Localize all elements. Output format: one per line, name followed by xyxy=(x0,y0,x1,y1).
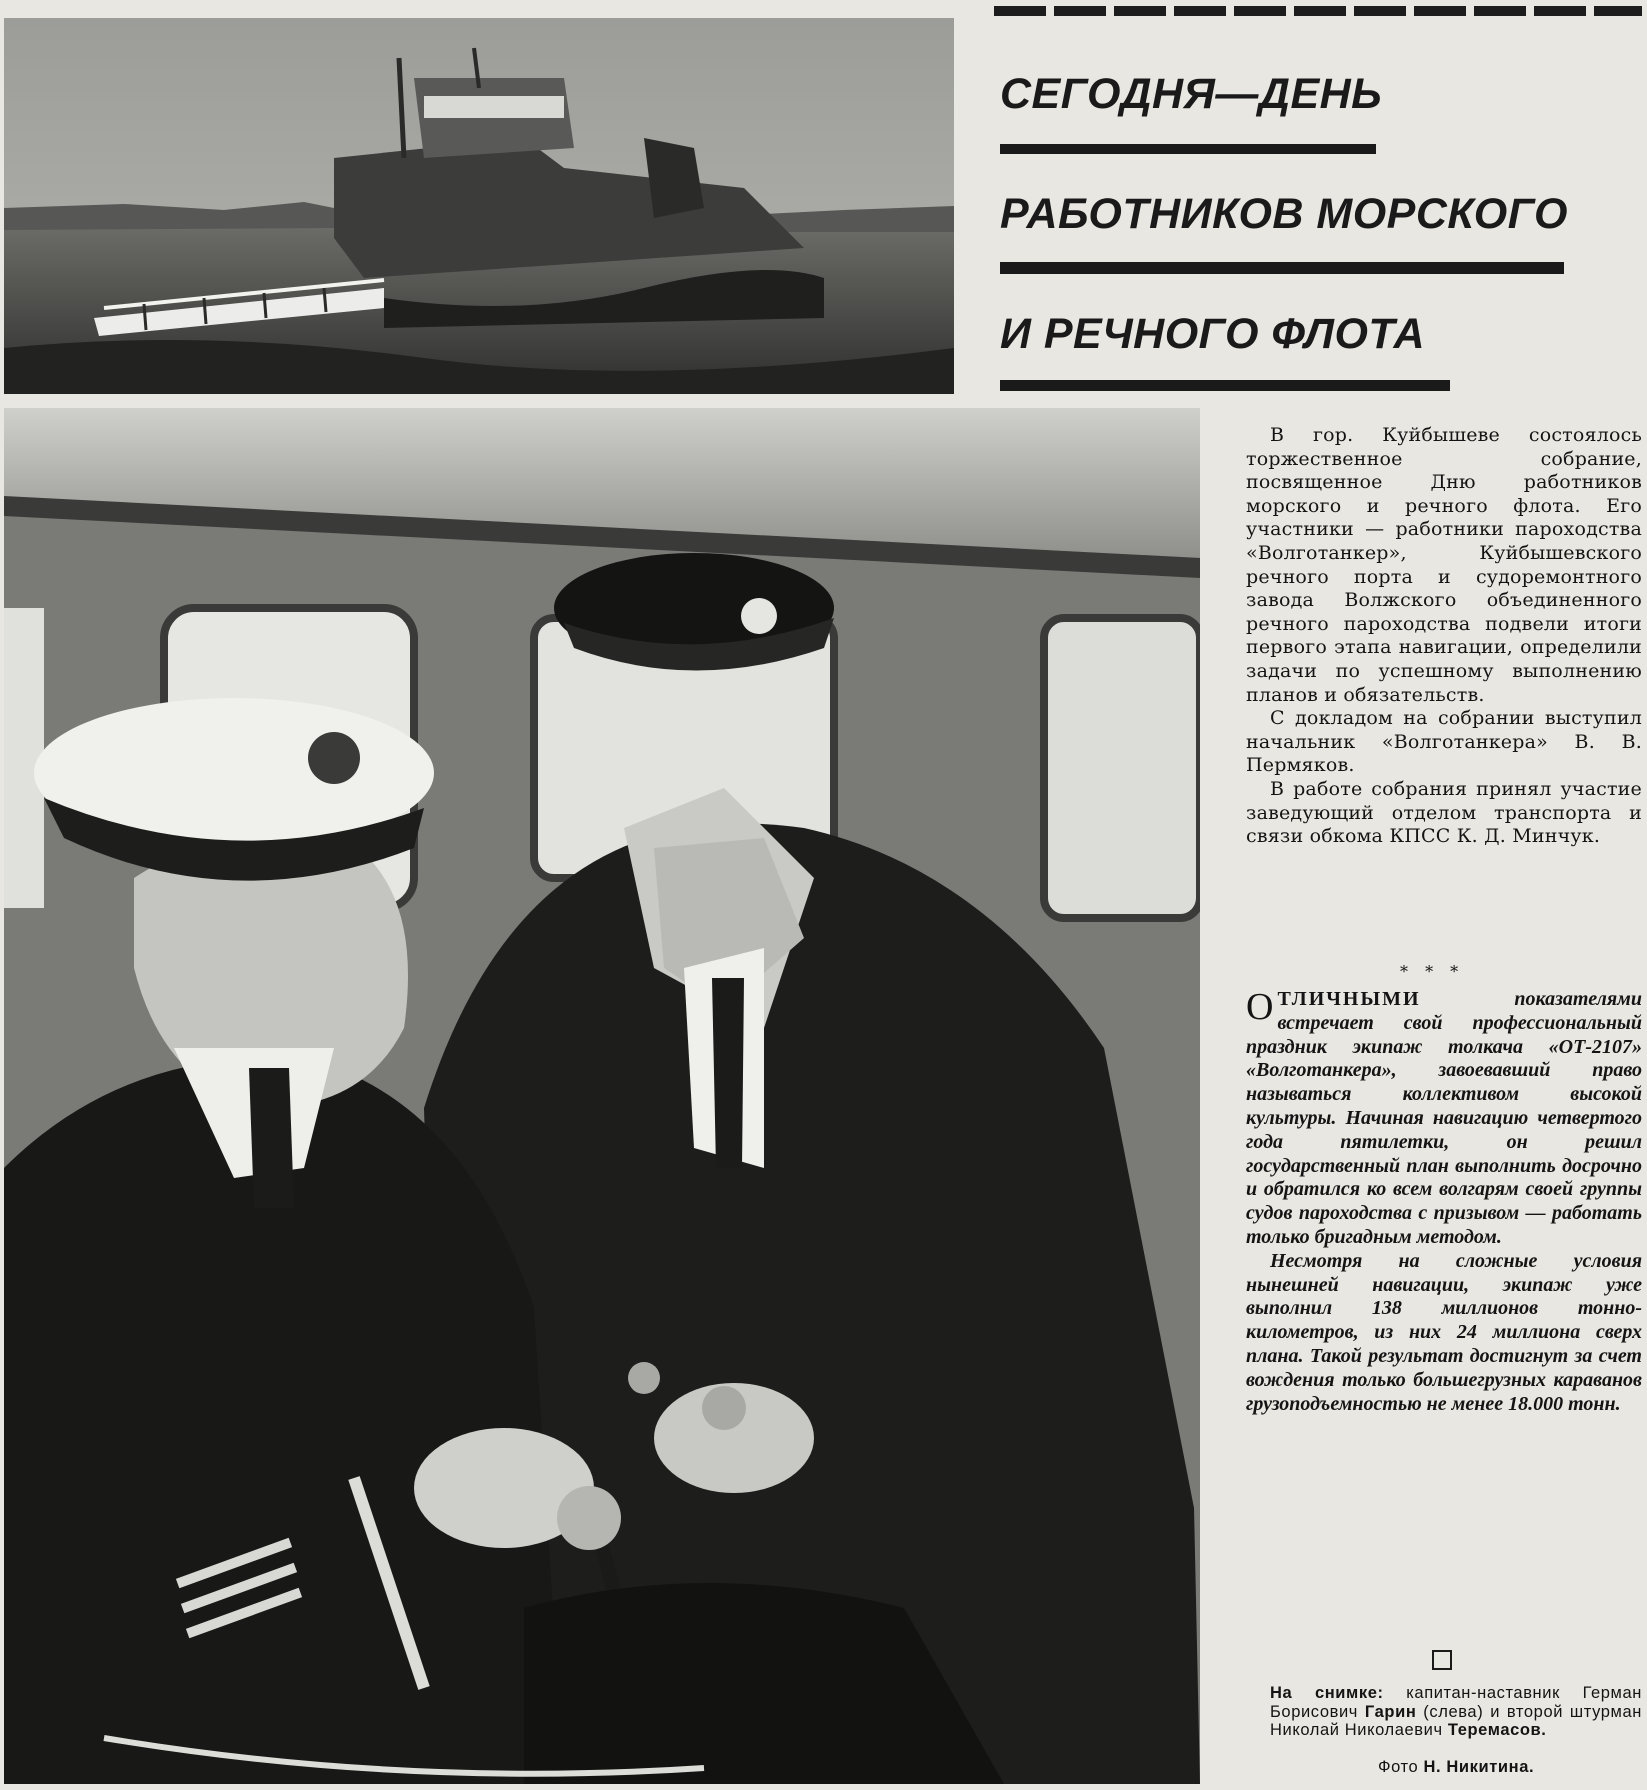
section-separator: * * * xyxy=(1400,962,1465,981)
photo-caption xyxy=(1270,1684,1642,1740)
feature-paragraph xyxy=(1246,988,1642,1250)
credit-prefix: Фото xyxy=(1378,1758,1424,1776)
wheelhouse-crew-photo xyxy=(4,408,1200,1784)
headline-rule xyxy=(1000,144,1376,154)
pusher-tug-illustration xyxy=(4,18,954,394)
headline-rule xyxy=(1000,380,1450,391)
feature-paragraph-text: показателями встречает свой профессиональный праздник экипаж толкача «ОТ-2107» «Волготанкера», завоевавший право называться коллективом высокой культуры. Начиная навигацию четвертого года пятилетки, он решил государственный план выполнить досрочно и обратился ко всем волгарям своей группы судов пароходства с призывом — работать только бригадным методом. xyxy=(1246,988,1642,1248)
lead-word: ТЛИЧНЫМИ xyxy=(1277,988,1421,1010)
drop-cap: О xyxy=(1246,986,1274,1028)
headline-line-1: СЕГОДНЯ—ДЕНЬ xyxy=(1000,70,1383,118)
report-paragraph: В работе собрания принял участие заведующий отделом транспорта и связи обкома КПСС К. Д. Минчук. xyxy=(1246,777,1642,848)
feature-paragraph: Несмотря на сложные условия нынешней навигации, экипаж уже выполнил 138 миллионов тонно-километров, из них 24 миллиона сверх плана. Такой результат достигнут за счет вождения только большегрузных караванов грузоподъемностью не менее 18.000 тонн. xyxy=(1246,1249,1642,1415)
headline-line-2: РАБОТНИКОВ МОРСКОГО xyxy=(1000,190,1568,238)
report-paragraph: В гор. Куйбышеве состоялось торжественное собрание, посвященное Дню работников морского и речного флота. Его участники — работники пароходства «Волготанкер», Куйбышевского речного порта и судоремонтного завода Волжского объединенного речного пароходства подвели итоги первого этапа навигации, определили задачи по успешному выполнению планов и обязательств. xyxy=(1246,424,1642,706)
caption-text: (слева) и второй штурман Николай Николаевич xyxy=(1270,1702,1642,1739)
caption-label: На снимке: xyxy=(1270,1684,1384,1702)
wheelhouse-crew-illustration xyxy=(4,408,1200,1784)
report-paragraph: С докладом на собрании выступил начальник «Волготанкера» В. В. Пермяков. xyxy=(1246,707,1642,777)
top-dashed-rule xyxy=(994,6,1642,16)
caption-name: Гарин xyxy=(1364,1702,1417,1721)
pusher-tug-photo xyxy=(4,18,954,394)
end-mark-icon xyxy=(1432,1650,1452,1670)
headline-rule xyxy=(1000,262,1564,274)
caption-name: Теремасов. xyxy=(1447,1721,1547,1739)
report-article xyxy=(1246,424,1642,849)
headline-line-3: И РЕЧНОГО ФЛОТА xyxy=(1000,310,1426,358)
caption-text: капитан-наставник Герман Борисович xyxy=(1270,1684,1642,1721)
credit-name: Н. Никитина. xyxy=(1423,1758,1535,1776)
photo-credit xyxy=(1378,1758,1534,1777)
feature-article xyxy=(1246,988,1642,1416)
